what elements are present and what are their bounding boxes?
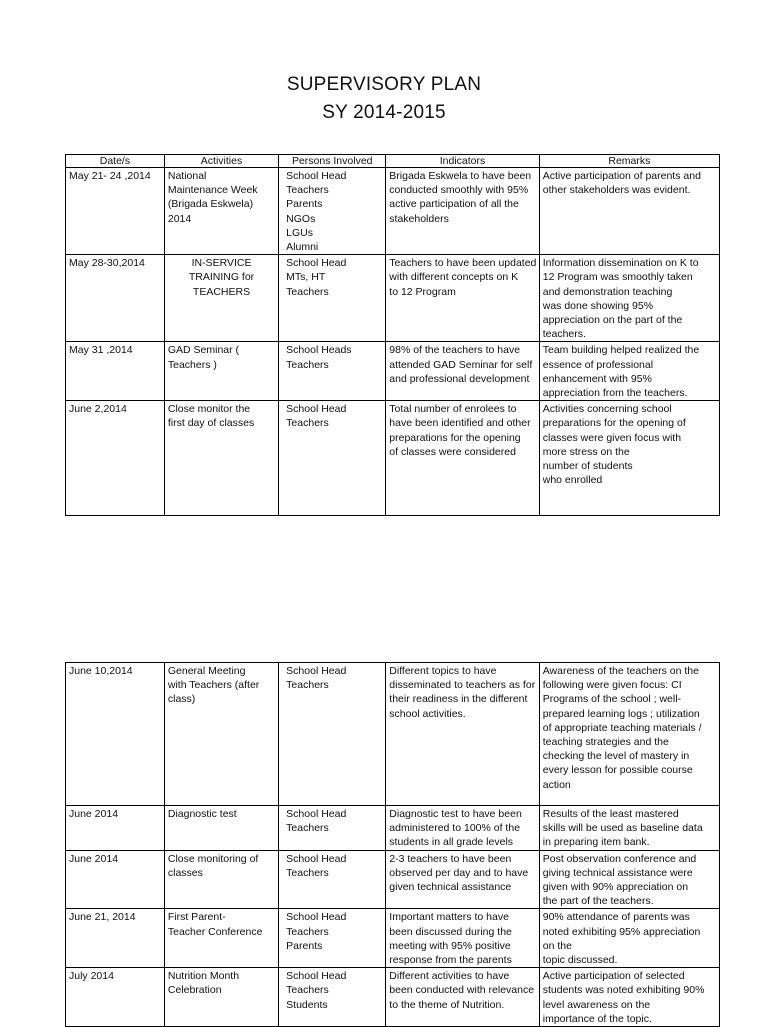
activities-line: Maintenance Week — [167, 184, 258, 197]
activities-cell — [164, 342, 278, 401]
indicators-line: Diagnostic test to have been — [389, 808, 522, 820]
persons-line: Teachers — [286, 679, 329, 692]
date-line: June 21, 2014 — [69, 911, 136, 924]
supervisory-plan-table-2 — [65, 662, 720, 1027]
indicators-line: with different concepts on K — [389, 271, 519, 284]
remarks-line: noted exhibiting 95% appreciation — [542, 925, 701, 938]
activities-line: GAD Seminar ( — [167, 344, 240, 357]
persons-line: School Head — [286, 808, 347, 820]
date-cell — [66, 401, 165, 516]
indicators-line: response from the parents — [389, 954, 512, 967]
persons-line: School Head — [286, 852, 347, 865]
persons-cell — [279, 663, 386, 806]
activities-line: with Teachers (after — [167, 679, 260, 692]
persons-cell — [279, 806, 386, 851]
indicators-line: of classes were considered — [389, 445, 516, 458]
header-dates: Date/s — [66, 155, 165, 168]
indicators-line: Important matters to have — [389, 911, 509, 924]
date-cell — [66, 968, 165, 1027]
persons-cell — [279, 401, 386, 516]
persons-line: School Head — [286, 403, 347, 416]
date-cell — [66, 168, 165, 255]
indicators-cell — [386, 168, 539, 255]
date-cell — [66, 342, 165, 401]
activities-cell — [164, 806, 278, 851]
date-line: May 21- 24 ,2014 — [69, 170, 151, 182]
remarks-cell — [539, 850, 719, 909]
indicators-cell — [386, 255, 539, 342]
activities-line: Celebration — [167, 984, 222, 997]
indicators-line: Total number of enrolees to — [389, 403, 517, 416]
persons-line: Teachers — [286, 925, 329, 938]
date-cell — [66, 909, 165, 968]
indicators-line: 98% of the teachers to have — [389, 344, 521, 357]
date-line: May 28-30,2014 — [69, 257, 145, 270]
indicators-cell — [386, 663, 539, 806]
activities-cell — [164, 401, 278, 516]
indicators-line: disseminated to teachers as for — [389, 679, 536, 692]
indicators-line: have been identified and other — [389, 417, 531, 430]
activities-line: Close monitor the — [167, 403, 251, 416]
activities-line: TEACHERS — [192, 285, 251, 298]
remarks-cell — [539, 663, 719, 806]
remarks-cell — [539, 168, 719, 255]
activities-line: Diagnostic test — [167, 808, 237, 820]
activities-line: Close monitoring of — [167, 852, 259, 865]
activities-line: classes — [167, 866, 203, 879]
table-row — [66, 806, 720, 851]
persons-line: School Head — [286, 257, 347, 270]
persons-line: Alumni — [286, 241, 319, 254]
indicators-line: stakeholders — [389, 212, 449, 225]
remarks-line: the part of the teachers. — [542, 895, 654, 908]
activities-line: 2014 — [167, 212, 192, 225]
indicators-cell — [386, 850, 539, 909]
indicators-line: their readiness in the different — [389, 693, 528, 706]
remarks-cell — [539, 909, 719, 968]
remarks-cell — [539, 968, 719, 1027]
supervisory-plan-table-1 — [65, 154, 720, 516]
activities-line: Nutrition Month — [167, 970, 240, 983]
remarks-line: was done showing 95% — [542, 299, 654, 312]
activities-cell — [164, 663, 278, 806]
persons-line: Teachers — [286, 866, 329, 879]
activities-line: National — [167, 170, 207, 182]
persons-line: School Head — [286, 911, 347, 924]
persons-line: Teachers — [286, 984, 329, 997]
indicators-line: students in all grade levels — [389, 836, 514, 849]
remarks-line: appreciation on the part of the — [542, 314, 683, 327]
remarks-line: teachers. — [542, 328, 586, 341]
table-row — [66, 850, 720, 909]
activities-cell — [164, 909, 278, 968]
remarks-line: who enrolled — [542, 474, 603, 487]
persons-line: Teachers — [286, 184, 329, 197]
remarks-line: Information dissemination on K to — [542, 257, 699, 270]
remarks-line: enhancement with 95% — [542, 372, 652, 385]
activities-line: Teacher Conference — [167, 925, 263, 938]
remarks-line: giving technical assistance were — [542, 866, 693, 879]
remarks-cell — [539, 342, 719, 401]
header-indicators: Indicators — [386, 155, 539, 168]
header-persons-involved: Persons Involved — [279, 155, 386, 168]
persons-line: School Head — [286, 170, 347, 182]
activities-line: class) — [167, 693, 196, 706]
remarks-line: every lesson for possible course — [542, 764, 693, 777]
remarks-line: action — [542, 778, 571, 791]
remarks-line: Activities concerning school — [542, 403, 672, 416]
activities-line: General Meeting — [167, 665, 246, 677]
remarks-line: number of students — [542, 460, 633, 473]
document-title: SUPERVISORY PLAN — [286, 74, 482, 95]
remarks-line: Active participation of parents and — [542, 170, 701, 182]
remarks-line: given with 90% appreciation on — [542, 881, 689, 894]
remarks-line: topic discussed. — [542, 954, 618, 967]
document-subtitle: SY 2014-2015 — [322, 102, 446, 123]
indicators-line: 2-3 teachers to have been — [389, 852, 512, 865]
indicators-line: attended GAD Seminar for self — [389, 358, 533, 371]
indicators-line: been conducted with relevance — [389, 984, 535, 997]
remarks-cell — [539, 255, 719, 342]
remarks-line: importance of the topic. — [542, 1012, 652, 1025]
date-line: July 2014 — [69, 970, 114, 983]
indicators-line: active participation of all the — [389, 198, 519, 211]
remarks-line: classes were given focus with — [542, 431, 682, 444]
remarks-line: skills will be used as baseline data — [542, 822, 703, 835]
date-cell — [66, 850, 165, 909]
remarks-line: on the — [542, 939, 572, 952]
remarks-line: of appropriate teaching materials / — [542, 721, 702, 734]
indicators-line: Teachers to have been updated — [389, 257, 537, 270]
remarks-line: and demonstration teaching — [542, 285, 673, 298]
persons-cell — [279, 850, 386, 909]
date-line: June 2014 — [69, 808, 119, 820]
remarks-line: Programs of the school ; well- — [542, 693, 682, 706]
activities-cell — [164, 968, 278, 1027]
persons-cell — [279, 342, 386, 401]
table-row — [66, 663, 720, 806]
header-remarks: Remarks — [539, 155, 719, 168]
date-line: June 10,2014 — [69, 665, 133, 677]
persons-line: Teachers — [286, 285, 329, 298]
persons-line: School Heads — [286, 344, 352, 357]
activities-cell — [164, 168, 278, 255]
remarks-line: Post observation conference and — [542, 852, 697, 865]
activities-line: first day of classes — [167, 417, 255, 430]
date-line: June 2014 — [69, 852, 119, 865]
indicators-line: administered to 100% of the — [389, 822, 521, 835]
persons-cell — [279, 255, 386, 342]
remarks-line: Team building helped realized the — [542, 344, 700, 357]
remarks-line: appreciation from the teachers. — [542, 387, 688, 400]
date-cell — [66, 663, 165, 806]
remarks-line: essence of professional — [542, 358, 654, 371]
persons-line: Parents — [286, 939, 323, 952]
remarks-line: 12 Program was smoothly taken — [542, 271, 693, 284]
remarks-line: Results of the least mastered — [542, 808, 679, 820]
persons-line: Students — [286, 998, 328, 1011]
indicators-line: observed per day and to have — [389, 866, 529, 879]
persons-line: Parents — [286, 198, 323, 211]
remarks-cell — [539, 806, 719, 851]
remarks-line: 90% attendance of parents was — [542, 911, 690, 924]
persons-line: School Head — [286, 665, 347, 677]
header-activities: Activities — [164, 155, 278, 168]
indicators-cell — [386, 401, 539, 516]
table-row — [66, 401, 720, 516]
remarks-line: Awareness of the teachers on the — [542, 665, 699, 677]
remarks-line: in preparing item bank. — [542, 836, 650, 849]
indicators-line: given technical assistance — [389, 881, 512, 894]
activities-cell — [164, 255, 278, 342]
indicators-cell — [386, 806, 539, 851]
remarks-line: Active participation of selected — [542, 970, 685, 983]
indicators-line: been discussed during the — [389, 925, 512, 938]
indicators-line: conducted smoothly with 95% — [389, 184, 529, 197]
activities-line: IN-SERVICE — [191, 257, 252, 270]
indicators-line: to 12 Program — [389, 285, 456, 298]
date-line: June 2,2014 — [69, 403, 127, 416]
remarks-line: prepared learning logs ; utilization — [542, 707, 700, 720]
remarks-line: teaching strategies and the — [542, 736, 669, 749]
indicators-line: Different topics to have — [389, 665, 497, 677]
date-line: May 31 ,2014 — [69, 344, 133, 357]
persons-line: LGUs — [286, 226, 314, 239]
indicators-line: school activities. — [389, 707, 466, 720]
persons-line: MTs, HT — [286, 271, 326, 284]
indicators-line: to the theme of Nutrition. — [389, 998, 505, 1011]
persons-cell — [279, 168, 386, 255]
table-row — [66, 342, 720, 401]
indicators-cell — [386, 968, 539, 1027]
remarks-line: level awareness on the — [542, 998, 651, 1011]
persons-line: Teachers — [286, 417, 329, 430]
remarks-line: students was noted exhibiting 90% — [542, 984, 705, 997]
persons-line: Teachers — [286, 822, 329, 835]
indicators-line: Different activities to have — [389, 970, 510, 983]
persons-line: School Head — [286, 970, 347, 983]
remarks-line: other stakeholders was evident. — [542, 184, 691, 197]
activities-cell — [164, 850, 278, 909]
activities-line: (Brigada Eskwela) — [167, 198, 254, 211]
persons-line: Teachers — [286, 358, 329, 371]
date-cell — [66, 806, 165, 851]
table-header-row — [66, 155, 720, 168]
indicators-line: Brigada Eskwela to have been — [389, 170, 532, 182]
indicators-line: and professional development — [389, 372, 530, 385]
activities-line: TRAINING for — [188, 271, 255, 284]
table-row — [66, 168, 720, 255]
indicators-cell — [386, 909, 539, 968]
persons-line: NGOs — [286, 212, 316, 225]
persons-cell — [279, 909, 386, 968]
activities-line: Teachers ) — [167, 358, 217, 371]
table-row — [66, 968, 720, 1027]
remarks-line: preparations for the opening of — [542, 417, 686, 430]
date-cell — [66, 255, 165, 342]
remarks-line: following were given focus: CI — [542, 679, 682, 692]
indicators-line: meeting with 95% positive — [389, 939, 511, 952]
remarks-line: more stress on the — [542, 445, 630, 458]
remarks-cell — [539, 401, 719, 516]
indicators-cell — [386, 342, 539, 401]
table-row — [66, 909, 720, 968]
remarks-line: checking the level of mastery in — [542, 750, 690, 763]
activities-line: First Parent- — [167, 911, 226, 924]
table-row — [66, 255, 720, 342]
indicators-line: preparations for the opening — [389, 431, 521, 444]
persons-cell — [279, 968, 386, 1027]
